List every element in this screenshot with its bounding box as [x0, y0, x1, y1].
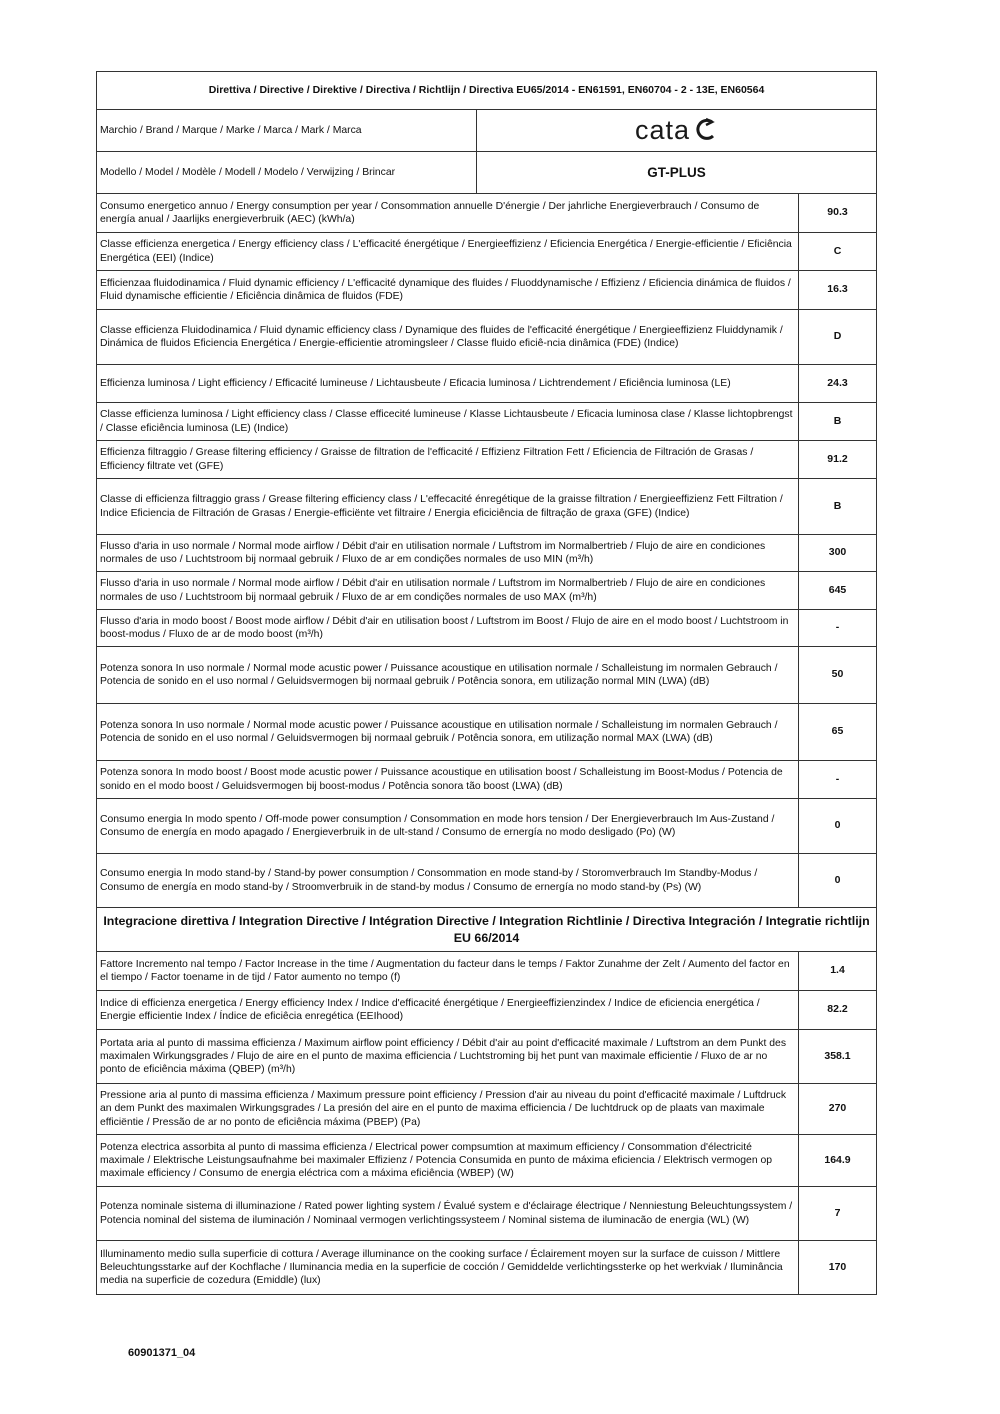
integration-label: Potenza electrica assorbita al punto di massima efficienza / Electrical power compsumtion at maximum efficiency / Consommation d'électricité maximale / Elektrische Leistungsaufnahme bei maximaler Effizienz / Potencia Consumida en punto de máxima eficiencia / Elektrisch vermogen op maximale efficiency / Consumo de energia eléctrica com a máxima eficiência (WBEP) (W): [97, 1135, 799, 1187]
spec-label: Classe efficienza luminosa / Light efficiency class / Classe efficecité lumineuse / Klasse Lichtausbeute / Eficacia luminosa clase / Klasse lichtopbrengst / Classe eficiência luminosa (LE) (Indice): [97, 403, 799, 441]
integration-value: 170: [799, 1241, 877, 1295]
integration-label: Indice di efficienza energetica / Energy efficiency Index / Indice d'efficacité énergétique / Energieeffizienzindex / Indice de eficiencia energética / Energie efficientie Index / Índice de eficiêcia enregética (EEIhood): [97, 991, 799, 1030]
spec-row: [97, 854, 877, 908]
spec-value: 16.3: [799, 271, 877, 310]
integration-row: [97, 1187, 877, 1241]
spec-value: 0: [799, 854, 877, 908]
spec-label: Potenza sonora In modo boost / Boost mode acustic power / Puissance acoustique en utilisation boost / Schalleistung im Boost-Modus / Potencia de sonido en el modo boost / Geluidsvermogen bij boost-modus / Potência sonora tão boost (LWA) (dB): [97, 761, 799, 799]
spec-row: [97, 535, 877, 572]
brand-value: cata: [634, 115, 691, 146]
spec-label: Potenza sonora In uso normale / Normal mode acustic power / Puissance acoustique en utilisation normale / Schalleistung im normalen Gebrauch / Potencia de sonido en el uso normal / Geluidsvermogen bij normaal gebruik / Potência sonora, em utilização normal MIN (LWA) (dB): [97, 647, 799, 704]
spec-value: 90.3: [799, 194, 877, 233]
integration-row: [97, 1241, 877, 1295]
integration-row: [97, 952, 877, 991]
spec-value: C: [799, 233, 877, 271]
spec-row: [97, 799, 877, 854]
section-title-row: [97, 908, 877, 952]
spec-row: [97, 233, 877, 271]
spec-row: [97, 271, 877, 310]
spec-value: 24.3: [799, 365, 877, 403]
cata-swirl-icon: [692, 117, 718, 143]
directive-header: Direttiva / Directive / Direktive / Directiva / Richtlijn / Directiva EU65/2014 - EN61591, EN60704 - 2 - 13E, EN60564: [97, 72, 877, 110]
integration-row: [97, 991, 877, 1030]
spec-label: Potenza sonora In uso normale / Normal mode acustic power / Puissance acoustique en utilisation normale / Schalleistung im normalen Gebrauch / Potencia de sonido en el uso normal / Geluidsvermogen bij normaal gebruik / Potência sonora, em utilização normal MAX (LWA) (dB): [97, 704, 799, 761]
spec-label: Consumo energetico annuo / Energy consumption per year / Consommation annuelle D'énergie / Der jahrliche Energieverbrauch / Consumo de energía anual / Jaarlijks energieverbruik (AEC) (kWh/a): [97, 194, 799, 233]
spec-value: B: [799, 479, 877, 535]
spec-row: [97, 610, 877, 647]
spec-row: [97, 194, 877, 233]
spec-row: [97, 403, 877, 441]
spec-label: Flusso d'aria in modo boost / Boost mode airflow / Débit d'air en utilisation boost / Luftstrom im Boost / Flujo de aire en el modo boost / Luchtstroom in boost-modus / Fluxo de ar de modo boost (m³/h): [97, 610, 799, 647]
spec-label: Classe efficienza Fluidodinamica / Fluid dynamic efficiency class / Dynamique des fluides de l'efficacité énergétique / Energieeffizienz Fluiddynamik / Dinámica de fluidos Eficiencia Energética / Energie-efficientie atromingsleer / Classe fluido eficiê-ncia dinâmica (FDE) (Indice): [97, 310, 799, 365]
spec-label: Efficienza filtraggio / Grease filtering efficiency / Graisse de filtration de l'efficacité / Effizienz Filtration Fett / Eficiencia de Filtración de Grasas / Efficiency filtrate vet (GFE): [97, 441, 799, 479]
integration-value: 270: [799, 1084, 877, 1135]
spec-value: 91.2: [799, 441, 877, 479]
integration-directive-title: Integracione direttiva / Integration Directive / Intégration Directive / Integration Richtlinie / Directiva Integración / Integratie richtlijn EU 66/2014: [97, 908, 877, 952]
spec-label: Consumo energia In modo stand-by / Stand-by power consumption / Consommation en mode stand-by / Storomverbrauch Im Standby-Modus / Consumo de energía en modo stand-by / Stroomverbruik in de stand-by modus / Consumo de ernergía no modo stand-by (Ps) (W): [97, 854, 799, 908]
integration-row: [97, 1030, 877, 1084]
document-reference: 60901371_04: [128, 1347, 196, 1359]
model-row: [97, 152, 877, 194]
spec-value: 300: [799, 535, 877, 572]
spec-value: -: [799, 761, 877, 799]
spec-row: [97, 441, 877, 479]
model-label: Modello / Model / Modèle / Modell / Modelo / Verwijzing / Brincar: [97, 152, 477, 194]
spec-label: Flusso d'aria in uso normale / Normal mode airflow / Débit d'air en utilisation normale / Luftstrom im Normalbertrieb / Flujo de aire en condiciones normales de uso / Luchtstroom bij normaal gebruik / Fluxo de ar em condições normales de uso MAX (m³/h): [97, 572, 799, 610]
spec-row: [97, 761, 877, 799]
spec-row: [97, 704, 877, 761]
model-value: GT-PLUS: [477, 152, 877, 194]
spec-label: Consumo energia In modo spento / Off-mode power consumption / Consommation en mode hors tension / Der Energieverbrauch Im Aus-Zustand / Consumo de energía en modo apagado / Energieverbruik in de ult-stand / Consumo de ernergía no modo desligado (Po) (W): [97, 799, 799, 854]
cata-logo: [635, 113, 718, 148]
spec-row: [97, 572, 877, 610]
integration-label: Potenza nominale sistema di illuminazione / Rated power lighting system / Évalué system e d'éclairage électrique / Nenniestung Beleuchtungssystem / Potencia nominal del sistema de iluminación / Nominaal vermogen verlichtingssysteem / Nominal sistema de iluminacão de energia (WL) (W): [97, 1187, 799, 1241]
spec-value: 50: [799, 647, 877, 704]
brand-row: [97, 110, 877, 152]
spec-row: [97, 365, 877, 403]
spec-label: Efficienza luminosa / Light efficiency / Efficacité lumineuse / Lichtausbeute / Eficacia luminosa / Lichtrendement / Eficiência luminosa (LE): [97, 365, 799, 403]
integration-value: 7: [799, 1187, 877, 1241]
spec-value: -: [799, 610, 877, 647]
spec-label: Efficienzaa fluidodinamica / Fluid dynamic efficiency / L'efficacité dynamique des fluides / Fluoddynamische / Effizienz / Eficiencia dinámica de fluidos / Fluid dynamische efficientie / Eficiência dinâmica de fluidos (FDE): [97, 271, 799, 310]
brand-logo-cell: [477, 110, 877, 152]
integration-label: Fattore Incremento nal tempo / Factor Increase in the time / Augmentation du facteur dans le temps / Faktor Zunahme der Zelt / Aumento del factor en el tiempo / Factor toename in de tijd / Fator aumento no tempo (f): [97, 952, 799, 991]
spec-label: Classe di efficienza filtraggio grass / Grease filtering efficiency class / L'effecacité énregétique de la graisse filtration / Energieeffizienz Fett Filtration / Indice Eficiencia de Filtración de Grasas / Energie-efficiënte vet filtraire / Energia eficiciência de filtração de graxa (GFE) (Indice): [97, 479, 799, 535]
integration-label: Portata aria al punto di massima efficienza / Maximum airflow point efficiency / Débit d'air au point d'efficacité maximale / Luftstrom an dem Punkt des maximalen Wirkungsgrades / Flujo de aire en el punto de maxima efficiencia / Luchtstroming bij het punt van maximale efficientie / Fluxo de ar no ponto de eficiência máxima (QBEP) (m³/h): [97, 1030, 799, 1084]
spec-row: [97, 479, 877, 535]
integration-value: 358.1: [799, 1030, 877, 1084]
spec-value: D: [799, 310, 877, 365]
integration-row: [97, 1084, 877, 1135]
integration-label: Pressione aria al punto di massima efficienza / Maximum pressure point efficiency / Pression d'air au niveau du point d'efficacité maximale / Luftdruck an dem Punkt des maximalen Wirkungsgrades / La presión del aire en el punto de maxima efficiencia / De luchtdruck op de plaats van maximale efficiëntie / Pressão de ar no ponto de eficiência máxima (PBEP) (Pa): [97, 1084, 799, 1135]
spec-label: Flusso d'aria in uso normale / Normal mode airflow / Débit d'air en utilisation normale / Luftstrom im Normalbertrieb / Flujo de aire en condiciones normales de uso / Luchtstroom bij normaal gebruik / Fluxo de ar em condições normales de uso MIN (m³/h): [97, 535, 799, 572]
spec-value: 645: [799, 572, 877, 610]
brand-label: Marchio / Brand / Marque / Marke / Marca / Mark / Marca: [97, 110, 477, 152]
spec-row: [97, 647, 877, 704]
spec-row: [97, 310, 877, 365]
spec-value: 65: [799, 704, 877, 761]
spec-label: Classe efficienza energetica / Energy efficiency class / L'efficacité énergétique / Energieeffizienz / Eficiencia Energética / Energie-efficientie / Eficiência Energética (EEI) (Indice): [97, 233, 799, 271]
integration-value: 1.4: [799, 952, 877, 991]
spec-value: B: [799, 403, 877, 441]
integration-label: Illuminamento medio sulla superficie di cottura / Average illuminance on the cooking surface / Éclairement moyen sur la surface de cuisson / Mittlere Beleuchtungsstarke auf der Kochflache / Iluminancia media en la superficie de cocción / Gemiddelde verlichtingssterke op het werkviak / Iluminância media na superficie de cozedura (Emiddle) (lux): [97, 1241, 799, 1295]
spec-value: 0: [799, 799, 877, 854]
integration-value: 164.9: [799, 1135, 877, 1187]
directive-header-row: [97, 72, 877, 110]
integration-value: 82.2: [799, 991, 877, 1030]
energy-label-table: [96, 71, 877, 1295]
integration-row: [97, 1135, 877, 1187]
